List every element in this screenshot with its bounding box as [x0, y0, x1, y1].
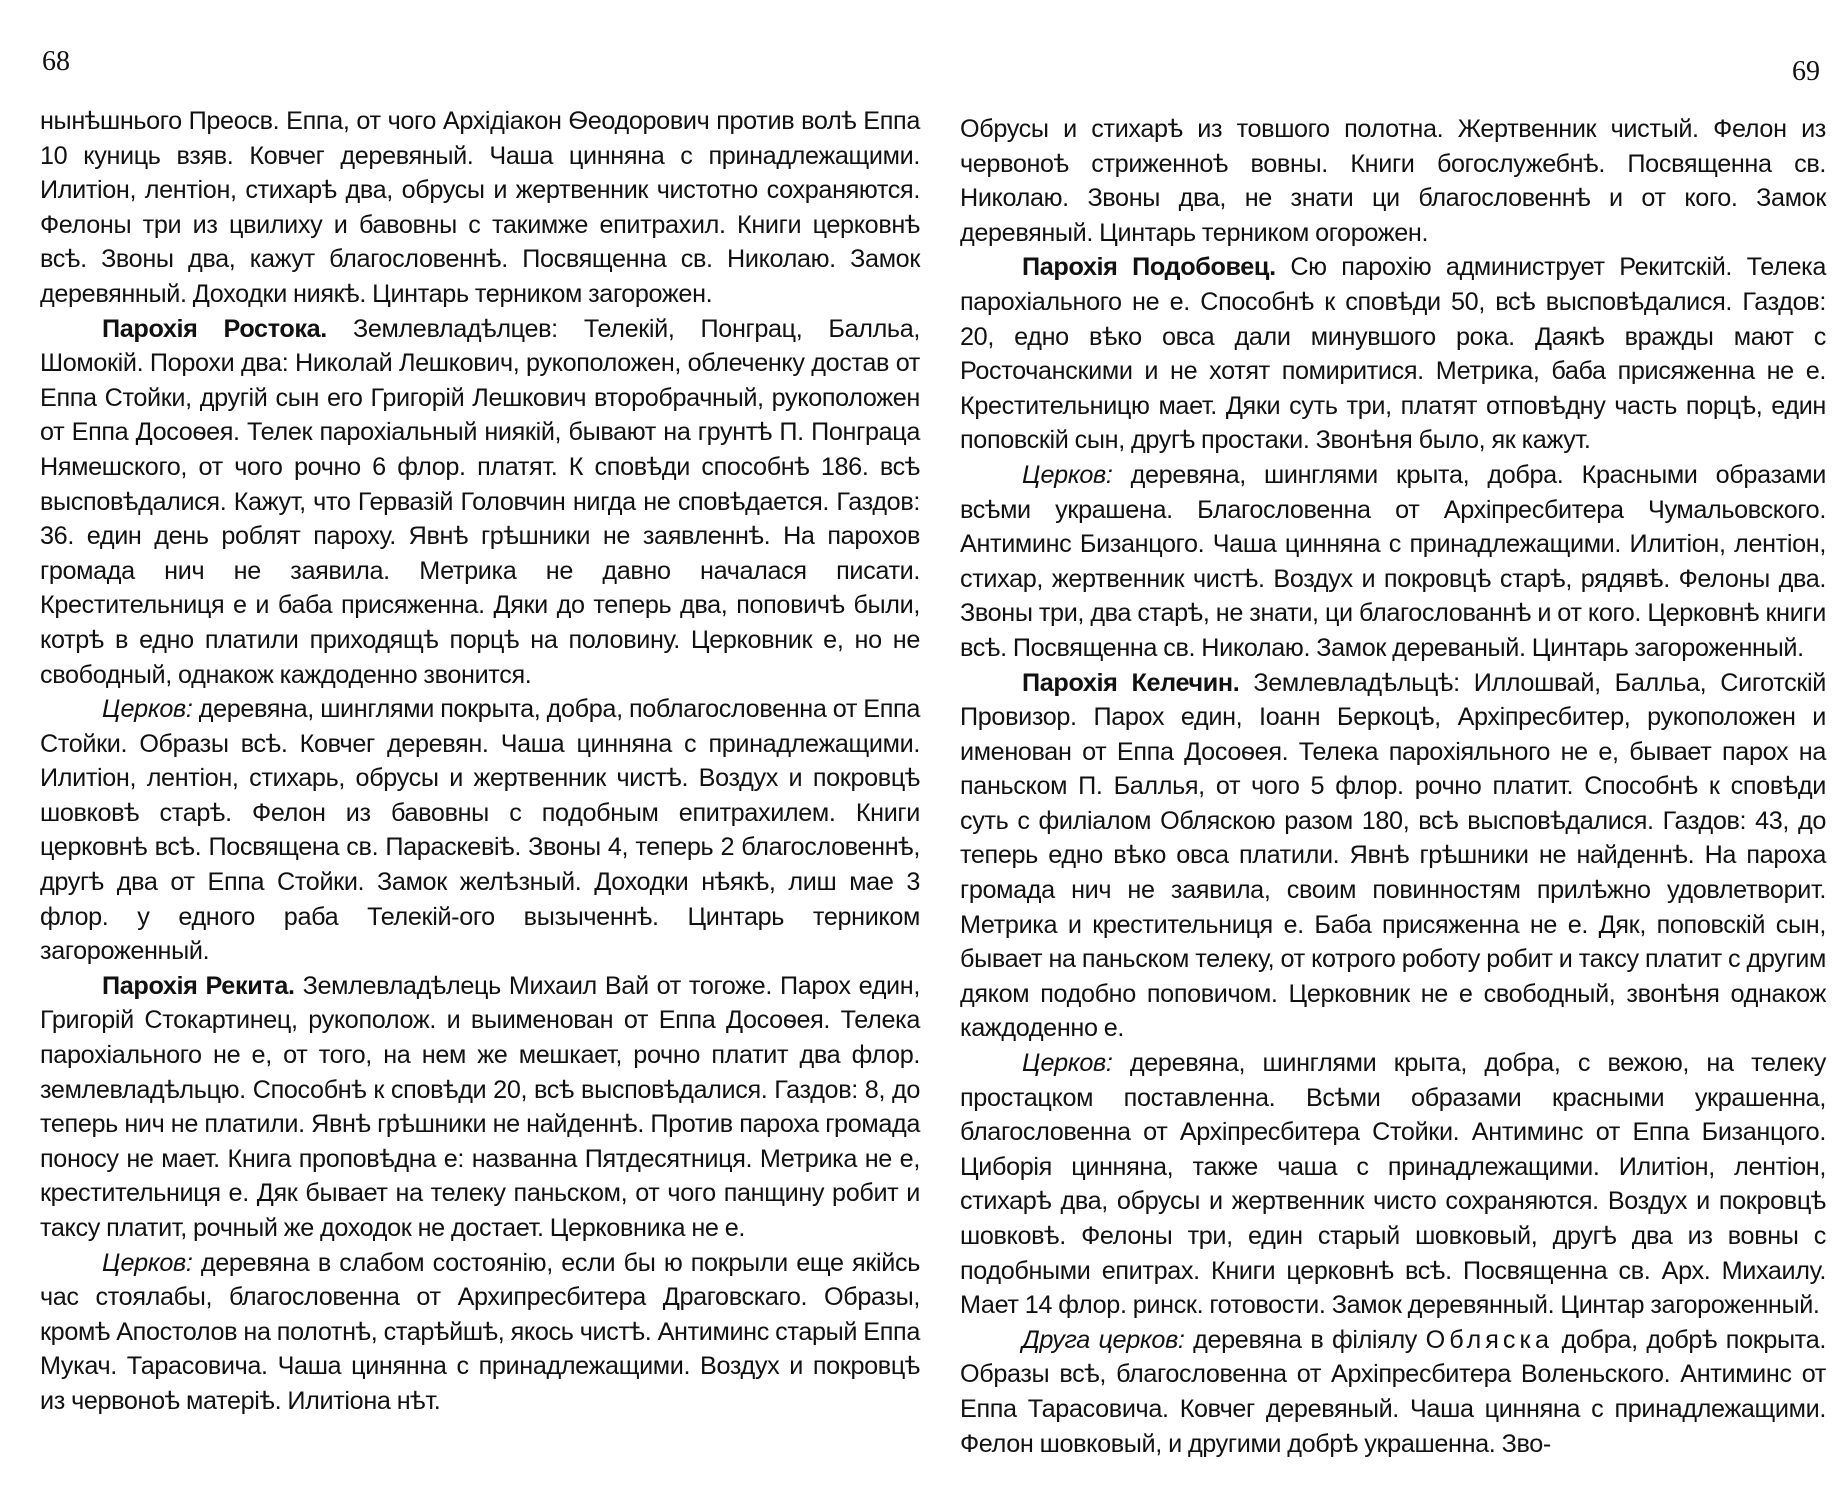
second-church-description — [960, 1323, 1826, 1461]
parish-heading: Парохія Рекита. — [102, 971, 295, 1000]
church-description — [960, 458, 1826, 666]
paragraph-text: нынѣшнього Преосв. Еппа, от чого Архідіакон Ѳеодорович против волѣ Еппа 10 куниць взяв. Ковчег деревяный. Чаша цинняна с принадлежащими. Илитіон, лентіон, стихарѣ два, обрусы и жертвенник чистотно сохраняются. Фелоны три из цвилиху и бавовны с такимже епитрахил. Книги церковнѣ всѣ. Звоны два, кажут благословеннѣ. Посвященна св. Николаю. Замок деревянный. Доходки ниякѣ. Цинтарь терником загорожен. — [40, 107, 920, 308]
page-number: 68 — [42, 46, 70, 77]
paragraph-text: Сю парохію администрует Рекитскій. Телека пароxіального не е. Способнѣ к сповѣди 50, всѣ высповѣдалися. Газдов: 20, едно вѣко овса дали минувшого рока. Даякѣ вражды мают с Росточанскими и не хотят помиритися. Метрика, баба присяженна не е. Крестительницю мает. Дяки суть три, платят отповѣдну часть порцѣ, един поповскій сын, другѣ простаки. Звонѣня было, як кажут. — [960, 253, 1826, 455]
paragraph-text: деревяна, шинглями покрыта, добра, поблагословенна от Еппа Стойки. Образы всѣ. Ковчег деревян. Чаша цинняна с принадлежащими. Илитіон, лентіон, стихарь, обрусы и жертвенник чистѣ. Воздух и покровцѣ шовковѣ старѣ. Фелон из бавовны с подобным епитрахилем. Книги церковнѣ всѣ. Посвящена св. Параскевіѣ. Звоны 4, теперь 2 благословеннѣ, другѣ два от Еппа Стойки. Замок желѣзный. Доходки нѣякѣ, лиш мае 3 флор. у едного раба Телекій-ого вызыченнѣ. Цинтарь терником загороженный. — [40, 695, 920, 966]
left-page — [40, 0, 920, 1500]
spaced-place-name: Обляска — [1425, 1325, 1554, 1354]
paragraph-text: деревяна в філіялу — [1184, 1325, 1426, 1354]
paragraph-text: деревяна, шинглями крыта, добра. Красными образами всѣми украшена. Благословенна от Архіпресбитера Чумальовского. Антиминс Бизанцого. Чаша цинняна с принадлежащими. Илитіон, лентіон, стихар, жертвенник чистѣ. Воздух и покровцѣ старѣ, рядявѣ. Фелоны два. Звоны три, два старѣ, не знати, ци благослованнѣ и от кого. Церковнѣ книги всѣ. Посвященна св. Николаю. Замок дереваный. Цинтарь загороженный. — [960, 460, 1826, 662]
paragraph-text: Землевладѣльцѣ: Иллошвай, Балльа, Сиготскій Провизор. Парох един, Іоанн Беркоцѣ, Архіпресбитер, рукоположен и именован от Еппа Досоѳея. Телека пароxіяльного не е, бывает парох на паньском П. Баллья, от чого 5 флор. рочно платит. Способнѣ к сповѣди суть с филіалом Обляскою разом 180, всѣ высповѣдалися. Газдов: 43, до теперь едно вѣко овса платили. Явнѣ грѣшники не найденнѣ. На пароха громада нич не заявила, своим повинностям прилѣжно удовлетворит. Метрика и крестительниця е. Баба присяженна не е. Дяк, поповскій сын, бывает на паньском телеку, от котрого роботу робит и таксу платит с другим дяком подобно поповичом. Церковник не е свободный, звонѣня однакож каждоденно е. — [960, 668, 1826, 1043]
paragraph — [960, 112, 1826, 250]
paragraph-text: Землевладѣлцев: Телекій, Понграц, Балльа, Шомокій. Порохи два: Николай Лешкович, рукоположен, облеченку достав от Еппа Стойки, другій сын его Григорій Лешкович второбрачный, рукоположен от Еппа Досоѳея. Телек пароxіальный ниякій, бывают на грунтѣ П. Понграца Нямешского, от чого рочно 6 флор. платят. К сповѣди способнѣ 186. всѣ высповѣдалися. Кажут, что Гервазій Головчин нигда не сповѣдается. Газдов: 36. един день роблят пароху. Явнѣ грѣшники не заявленнѣ. На парохов громада нич не заявила. Метрика не давно началася писати. Крестительниця е и баба присяженна. Дяки до теперь два, поповичѣ были, котрѣ в едно платили приходящѣ порцѣ на половину. Церковник е, но не свободный, однакож каждоденно звонится. — [40, 314, 921, 689]
parish-entry-rekyta — [40, 969, 920, 1246]
church-lead: Церков: — [1022, 1049, 1113, 1078]
church-lead: Церков: — [1022, 460, 1113, 489]
parish-heading: Парохія Келечин. — [1022, 668, 1240, 697]
parish-heading: Парохія Подобовец. — [1022, 253, 1276, 282]
church-description — [960, 1046, 1826, 1323]
page-text — [960, 112, 1826, 1461]
paragraph-text: Обрусы и стихарѣ из товшого полотна. Жертвенник чистый. Фелон из червоноѣ стриженноѣ вовны. Книги богослужебнѣ. Посвященна св. Николаю. Звоны два, не знати ци благословеннѣ и от кого. Замок деревяный. Цинтарь терником огорожен. — [960, 115, 1826, 247]
parish-entry-podobovets — [960, 250, 1826, 458]
page-text — [40, 104, 920, 1419]
page-number: 69 — [1792, 56, 1820, 87]
paragraph — [40, 104, 920, 312]
parish-heading: Парохія Ростока. — [102, 314, 327, 343]
church-lead: Церков: — [102, 1248, 193, 1277]
right-page — [960, 0, 1826, 1500]
parish-entry-kelechyn — [960, 666, 1826, 1047]
parish-entry-rostoka — [40, 312, 920, 693]
paragraph-text: Землевладѣлець Михаил Вай от тогоже. Парох един, Григорій Стокартинец, рукополож. и выименован от Еппа Досоѳея. Телека пароxіального не е, от того, на нем же мешкает, рочно платит два флор. землевладѣльцю. Способнѣ к сповѣди 20, всѣ высповѣдалися. Газдов: 8, до теперь нич не платили. Явнѣ грѣшники не найденнѣ. Против пароха громада поносу не мает. Книга проповѣдна е: названна Пятдесятниця. Метрика не е, крестительниця е. Дяк бывает на телеку паньском, от чого панщину робит и таксу платит, рочный же доходок не достает. Церковника не е. — [40, 971, 920, 1242]
church-description — [40, 1246, 920, 1419]
paragraph-text: добра, добрѣ покрыта. Образы всѣ, благословенна от Архіпресбитера Воленьского. Антиминс от Еппа Тарасовича. Ковчег деревяный. Чаша цинняна с принадлежащими. Фелон шовковый, и другими добрѣ украшенна. Зво- — [960, 1325, 1827, 1458]
church-lead: Церков: — [102, 695, 193, 724]
church-lead: Друга церков: — [1022, 1325, 1185, 1354]
paragraph-text: деревяна, шинглями крыта, добра, с вежою, на телеку простацком поставленна. Всѣми образами красными украшенна, благословенна от Архіпресбитера Стойки. Антиминс от Еппа Бизанцого. Циборія цинняна, также чаша с принадлежащими. Илитіон, лентіон, стихарѣ два, обрусы и жертвенник чисто сохраняются. Воздух и покровцѣ шовковѣ. Фелоны три, един старый шовковый, другѣ два из вовны с подобными епитрах. Книги церковнѣ всѣ. Посвященна св. Арх. Михаилу. Мает 14 флор. ринск. готовости. Замок деревянный. Цинтар загороженный. — [960, 1049, 1826, 1320]
church-description — [40, 692, 920, 969]
paragraph-text: деревяна в слабом состоянію, если бы ю покрыли еще якійсь час стоялабы, благословенна от Архипресбитера Драговскаго. Образы, кромѣ Апостолов на полотнѣ, старѣйшѣ, якось чистѣ. Антиминс старый Еппа Мукач. Тарасовича. Чаша цинянна с принадлежащими. Воздух и покровцѣ из червоноѣ матеріѣ. Илитіона нѣт. — [40, 1248, 920, 1415]
